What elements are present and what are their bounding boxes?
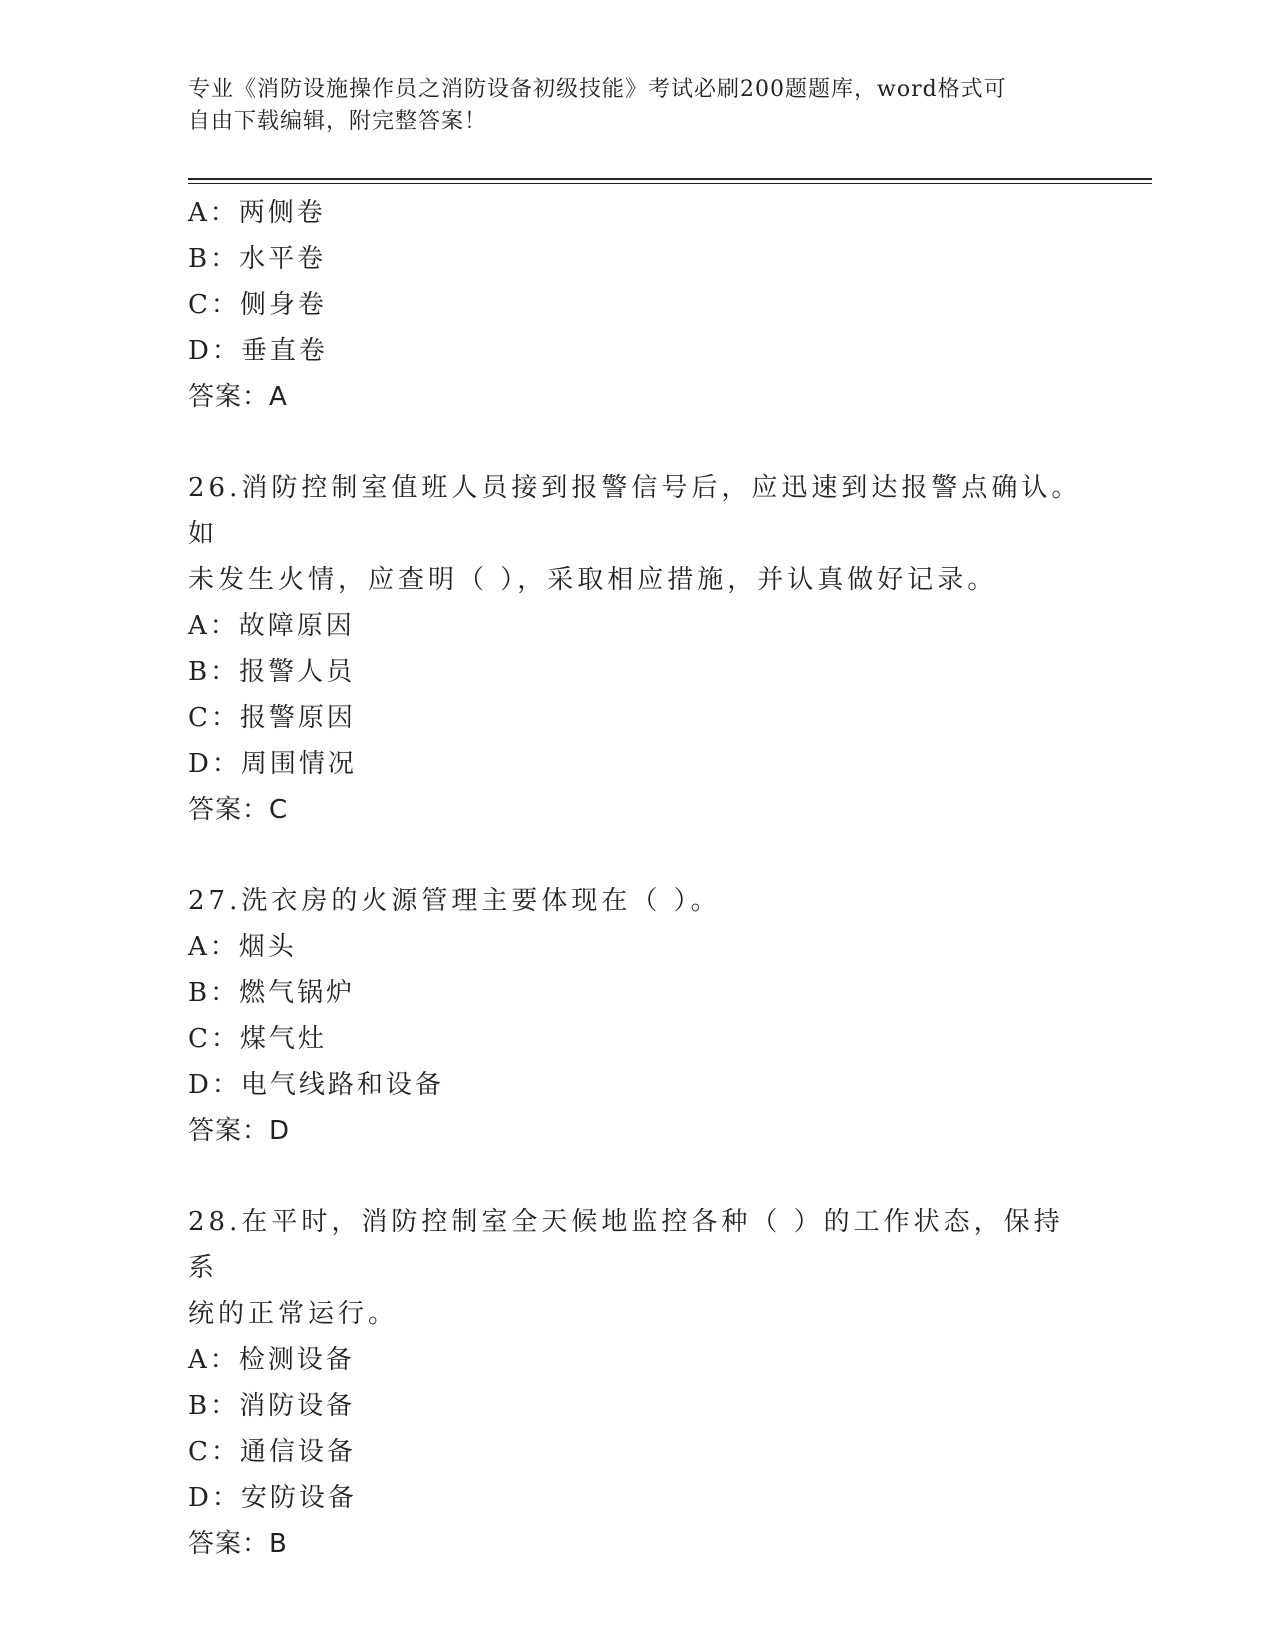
- option-b: B：报警人员: [188, 657, 356, 687]
- option-b: B：燃气锅炉: [188, 978, 356, 1008]
- option-a: A：故障原因: [188, 611, 355, 641]
- question-block-25: [188, 190, 1088, 420]
- question-stem-line-2: 统的正常运行。: [188, 1299, 399, 1329]
- option-d: D：安防设备: [188, 1483, 357, 1513]
- question-list: [188, 190, 1088, 1567]
- question-block-27: [188, 878, 1088, 1154]
- option-b: B：消防设备: [188, 1391, 356, 1421]
- header-divider-thin: [188, 183, 1152, 184]
- answer-line: 答案：D: [188, 1116, 291, 1146]
- option-c: C：通信设备: [188, 1437, 356, 1467]
- option-d: D：周围情况: [188, 749, 357, 779]
- header-line-2: 自由下载编辑，附完整答案！: [188, 109, 488, 134]
- option-c: C：煤气灶: [188, 1024, 327, 1054]
- question-stem-line-2: 未发生火情，应查明（ ），采取相应措施，并认真做好记录。: [188, 565, 998, 595]
- question-stem-line-1: 26.消防控制室值班人员接到报警信号后，应迅速到达报警点确认。如: [188, 473, 1082, 549]
- option-c: C：报警原因: [188, 703, 356, 733]
- question-stem-line-1: 27.洗衣房的火源管理主要体现在（ ）。: [188, 886, 721, 916]
- answer-line: 答案：A: [188, 382, 288, 412]
- question-stem-line-1: 28.在平时，消防控制室全天候地监控各种（ ）的工作状态，保持系: [188, 1207, 1064, 1283]
- question-block-28: [188, 1199, 1088, 1567]
- question-block-26: [188, 465, 1088, 833]
- option-a: A：检测设备: [188, 1345, 355, 1375]
- option-c: C：侧身卷: [188, 290, 327, 320]
- option-d: D：垂直卷: [188, 336, 328, 366]
- option-b: B：水平卷: [188, 244, 327, 274]
- answer-line: 答案：B: [188, 1529, 288, 1559]
- header-line-1: 专业《消防设施操作员之消防设备初级技能》考试必刷200题题库，word格式可: [188, 77, 1007, 102]
- answer-line: 答案：C: [188, 795, 289, 825]
- option-a: A：烟头: [188, 932, 297, 962]
- option-a: A：两侧卷: [188, 198, 326, 228]
- header-divider-thick: [188, 178, 1152, 180]
- option-d: D：电气线路和设备: [188, 1070, 444, 1100]
- document-header: [188, 74, 1068, 138]
